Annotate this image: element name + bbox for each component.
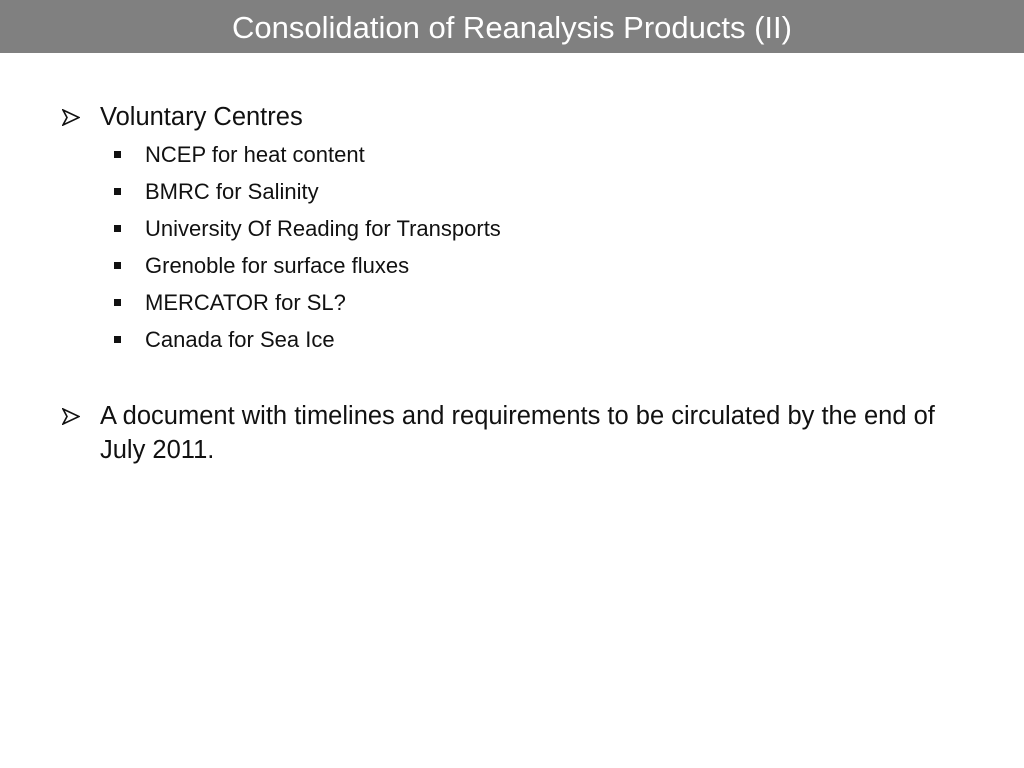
bullet-document-timeline: [62, 399, 962, 467]
slide-title: Consolidation of Reanalysis Products (II): [232, 10, 792, 45]
square-bullet-icon: [114, 262, 121, 269]
subitem-text: MERCATOR for SL?: [145, 290, 346, 315]
square-bullet-icon: [114, 336, 121, 343]
subitem-bmrc: [114, 178, 914, 206]
subitem-grenoble: [114, 252, 914, 280]
square-bullet-icon: [114, 151, 121, 158]
arrowhead-bullet-icon: [62, 399, 86, 433]
square-bullet-icon: [114, 299, 121, 306]
subitem-reading: [114, 215, 914, 243]
subitem-ncep: [114, 141, 914, 169]
arrowhead-bullet-icon: [62, 100, 86, 134]
square-bullet-icon: [114, 225, 121, 232]
bullet-voluntary-centres: [62, 100, 962, 134]
bullet-text: Voluntary Centres: [100, 103, 303, 131]
subitem-text: BMRC for Salinity: [145, 179, 319, 204]
subitem-canada: [114, 326, 914, 354]
square-bullet-icon: [114, 188, 121, 195]
subitem-text: University Of Reading for Transports: [145, 216, 501, 241]
subitem-mercator: [114, 289, 914, 317]
subitem-text: Grenoble for surface fluxes: [145, 253, 410, 278]
subitem-text: Canada for Sea Ice: [145, 327, 335, 352]
bullet-text: A document with timelines and requirements to be circulated by the end of July 2011.: [100, 402, 935, 464]
subitem-text: NCEP for heat content: [145, 142, 365, 167]
